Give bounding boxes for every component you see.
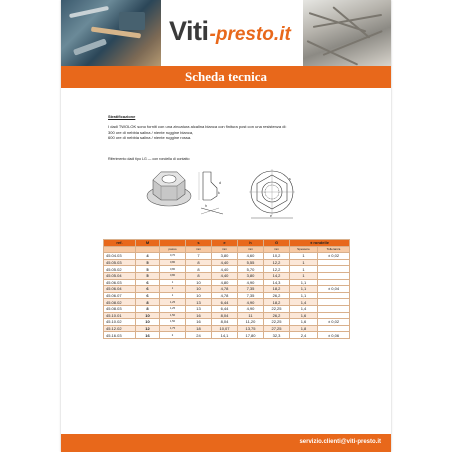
brand-name-main: Viti — [169, 16, 209, 46]
table-row — [104, 332, 350, 339]
table-cell: 7,35 — [238, 286, 264, 293]
footer-bar — [61, 434, 391, 452]
table-cell: 7,35 — [238, 292, 264, 299]
table-cell: 10,2 — [264, 253, 290, 260]
table-cell: 10 — [186, 279, 212, 286]
table-cell: 1,50 — [160, 319, 186, 326]
table-cell — [318, 279, 350, 286]
column-header: ref. — [104, 240, 136, 247]
table-cell: 1 — [290, 259, 318, 266]
table-cell: 4,90 — [238, 305, 264, 312]
table-cell: ± 0,02 — [318, 253, 350, 260]
table-cell: 45.08.03 — [104, 305, 136, 312]
table-header-row — [104, 240, 350, 247]
table-cell: 5 — [136, 272, 160, 279]
table-row — [104, 325, 350, 332]
table-cell: 1 — [160, 279, 186, 286]
table-cell — [318, 272, 350, 279]
table-cell: 2,4 — [290, 332, 318, 339]
table-cell: 26,2 — [264, 312, 290, 319]
column-header: M — [136, 240, 160, 247]
table-cell: 1,75 — [160, 325, 186, 332]
table-cell: 14,2 — [264, 272, 290, 279]
table-cell — [318, 312, 350, 319]
dim-label-d: d — [219, 181, 221, 185]
table-cell: 4,78 — [212, 292, 238, 299]
table-cell: 16 — [186, 312, 212, 319]
column-subheader: Spessore — [290, 246, 318, 253]
column-subheader — [104, 246, 136, 253]
table-cell: 1,4 — [290, 299, 318, 306]
section-title: Stratificazione — [108, 114, 136, 119]
table-cell: 8,04 — [212, 312, 238, 319]
table-cell: 8 — [186, 266, 212, 273]
table-cell: 4 — [136, 253, 160, 260]
table-cell: 22,25 — [264, 305, 290, 312]
table-cell: 11,20 — [238, 319, 264, 326]
column-header: h — [238, 240, 264, 247]
table-cell: 1 — [290, 253, 318, 260]
table-cell: 6 — [136, 279, 160, 286]
table-cell: 7 — [186, 253, 212, 260]
table-row — [104, 272, 350, 279]
table-cell — [318, 266, 350, 273]
table-cell: 45.04.03 — [104, 253, 136, 260]
title-banner — [61, 66, 391, 88]
table-cell: ± 0,06 — [318, 332, 350, 339]
table-cell: 45.10.01 — [104, 312, 136, 319]
table-cell: 4,80 — [212, 279, 238, 286]
header-photo-tools — [61, 0, 161, 66]
table-cell: 6 — [136, 286, 160, 293]
table-cell: 3,80 — [212, 253, 238, 260]
column-subheader: mm — [264, 246, 290, 253]
column-header: ± rondelle — [290, 240, 350, 247]
footer-email-link[interactable]: servizio.clienti@viti-presto.it — [299, 439, 381, 445]
table-cell: 4,90 — [238, 299, 264, 306]
table-cell: 1,4 — [290, 305, 318, 312]
table-cell: 6,44 — [212, 299, 238, 306]
table-cell: 2 — [160, 332, 186, 339]
table-cell: 45.06.04 — [104, 286, 136, 293]
column-subheader: mm — [186, 246, 212, 253]
table-cell: 8,04 — [212, 319, 238, 326]
table-cell: 1 — [160, 286, 186, 293]
table-cell: 1,6 — [290, 319, 318, 326]
table-cell: 1 — [290, 266, 318, 273]
brand-name-domain: -presto.it — [209, 24, 291, 45]
table-cell: 45.12.02 — [104, 325, 136, 332]
table-cell: 14,1 — [212, 332, 238, 339]
table-row — [104, 319, 350, 326]
table-cell: 8 — [136, 305, 160, 312]
table-row — [104, 259, 350, 266]
table-cell: 12 — [136, 325, 160, 332]
table-cell: 10 — [186, 286, 212, 293]
table-cell — [318, 259, 350, 266]
table-cell: 45.05.02 — [104, 266, 136, 273]
table-cell: 32,3 — [264, 332, 290, 339]
table-row — [104, 286, 350, 293]
table-cell: 4,40 — [212, 266, 238, 273]
table-row — [104, 292, 350, 299]
table-cell: 24 — [186, 332, 212, 339]
table-cell: 17,80 — [238, 332, 264, 339]
table-row — [104, 253, 350, 260]
table-cell: 1 — [290, 272, 318, 279]
table-cell: 5,70 — [238, 266, 264, 273]
table-cell: 16 — [136, 332, 160, 339]
nut-perspective-drawing — [145, 166, 205, 218]
table-cell: 45.06.07 — [104, 292, 136, 299]
table-cell: 13 — [186, 299, 212, 306]
column-header: G — [264, 240, 290, 247]
table-cell: 4,40 — [212, 272, 238, 279]
table-cell: 8 — [186, 272, 212, 279]
column-subheader: Tolleranza — [318, 246, 350, 253]
banner-title: Scheda tecnica — [185, 69, 267, 84]
column-header — [160, 240, 186, 247]
table-cell: 1 — [160, 292, 186, 299]
table-subheader-row — [104, 246, 350, 253]
table-cell: 16 — [186, 319, 212, 326]
description-line: 300 ore di nebbia salina / niente ruggine bianca, — [108, 129, 194, 135]
table-cell: 0,80 — [160, 259, 186, 266]
table-cell: 22,25 — [264, 319, 290, 326]
table-cell — [318, 305, 350, 312]
table-cell: 0,80 — [160, 272, 186, 279]
column-subheader: passo — [160, 246, 186, 253]
description-line: I dadi TWOLOK sono forniti con una zincatura alcalina bianca con finitura post con una resistenza di: — [108, 124, 287, 129]
column-header: e — [212, 240, 238, 247]
table-cell: 6,44 — [212, 305, 238, 312]
column-subheader — [136, 246, 160, 253]
table-cell: 0,80 — [160, 266, 186, 273]
table-cell: 26,2 — [264, 292, 290, 299]
column-subheader: mm — [238, 246, 264, 253]
dim-label-e: e — [270, 214, 272, 218]
table-cell: 1,8 — [290, 325, 318, 332]
table-cell — [318, 292, 350, 299]
figure-reference: Riferimento dadi tipo LG — con rondella di contatto — [108, 157, 190, 161]
dim-label-s: s — [289, 177, 291, 181]
table-cell: 13 — [186, 305, 212, 312]
table-cell — [318, 299, 350, 306]
dim-label-h: h — [205, 204, 207, 208]
table-cell: 45.05.03 — [104, 259, 136, 266]
table-cell: 11 — [238, 312, 264, 319]
table-row — [104, 312, 350, 319]
table-row — [104, 279, 350, 286]
table-cell: 8 — [186, 259, 212, 266]
description-line: 600 ore di nebbia salina / niente ruggine rossa. — [108, 135, 192, 140]
table-cell — [318, 325, 350, 332]
table-cell: 13,75 — [238, 325, 264, 332]
table-cell: 1,1 — [290, 286, 318, 293]
table-cell: 18,2 — [264, 299, 290, 306]
table-cell: 4,60 — [238, 253, 264, 260]
brand-logo — [169, 16, 291, 46]
table-cell: 1,1 — [290, 292, 318, 299]
table-cell: 45.08.02 — [104, 299, 136, 306]
table-cell: 45.05.04 — [104, 272, 136, 279]
table-cell: 14,3 — [264, 279, 290, 286]
table-cell: 8 — [136, 299, 160, 306]
table-cell: 10 — [186, 292, 212, 299]
column-subheader: mm — [212, 246, 238, 253]
table-cell: 1,25 — [160, 299, 186, 306]
table-cell: 45.10.02 — [104, 319, 136, 326]
table-cell: 45.06.03 — [104, 279, 136, 286]
table-cell: 1,50 — [160, 312, 186, 319]
table-cell: 27,25 — [264, 325, 290, 332]
table-cell: 4,40 — [212, 259, 238, 266]
table-cell: 0,70 — [160, 253, 186, 260]
column-header: s — [186, 240, 212, 247]
table-cell: 18 — [186, 325, 212, 332]
table-cell: 45.16.03 — [104, 332, 136, 339]
table-cell: 3,80 — [238, 272, 264, 279]
table-cell: 10,07 — [212, 325, 238, 332]
table-cell: 18,2 — [264, 286, 290, 293]
table-row — [104, 266, 350, 273]
table-cell: 1,6 — [290, 312, 318, 319]
dim-label-k: k — [218, 191, 220, 195]
section-description — [108, 124, 358, 141]
table-cell: 5,55 — [238, 259, 264, 266]
specs-table-body — [104, 253, 350, 339]
table-cell: 12,2 — [264, 266, 290, 273]
table-row — [104, 305, 350, 312]
specs-table — [103, 239, 350, 339]
header-photo-screws — [303, 0, 391, 66]
table-cell: ± 0,02 — [318, 319, 350, 326]
table-cell: 1,1 — [290, 279, 318, 286]
nut-side-profile-drawing — [197, 170, 227, 220]
table-cell: 4,78 — [212, 286, 238, 293]
table-cell: 5 — [136, 259, 160, 266]
table-cell: ± 0,04 — [318, 286, 350, 293]
nut-top-view-drawing — [247, 166, 297, 222]
datasheet-page — [61, 0, 391, 452]
table-cell: 1,25 — [160, 305, 186, 312]
table-cell: 4,90 — [238, 279, 264, 286]
table-cell: 10 — [136, 319, 160, 326]
table-row — [104, 299, 350, 306]
table-cell: 10 — [136, 312, 160, 319]
table-cell: 5 — [136, 266, 160, 273]
table-cell: 6 — [136, 292, 160, 299]
table-cell: 12,2 — [264, 259, 290, 266]
